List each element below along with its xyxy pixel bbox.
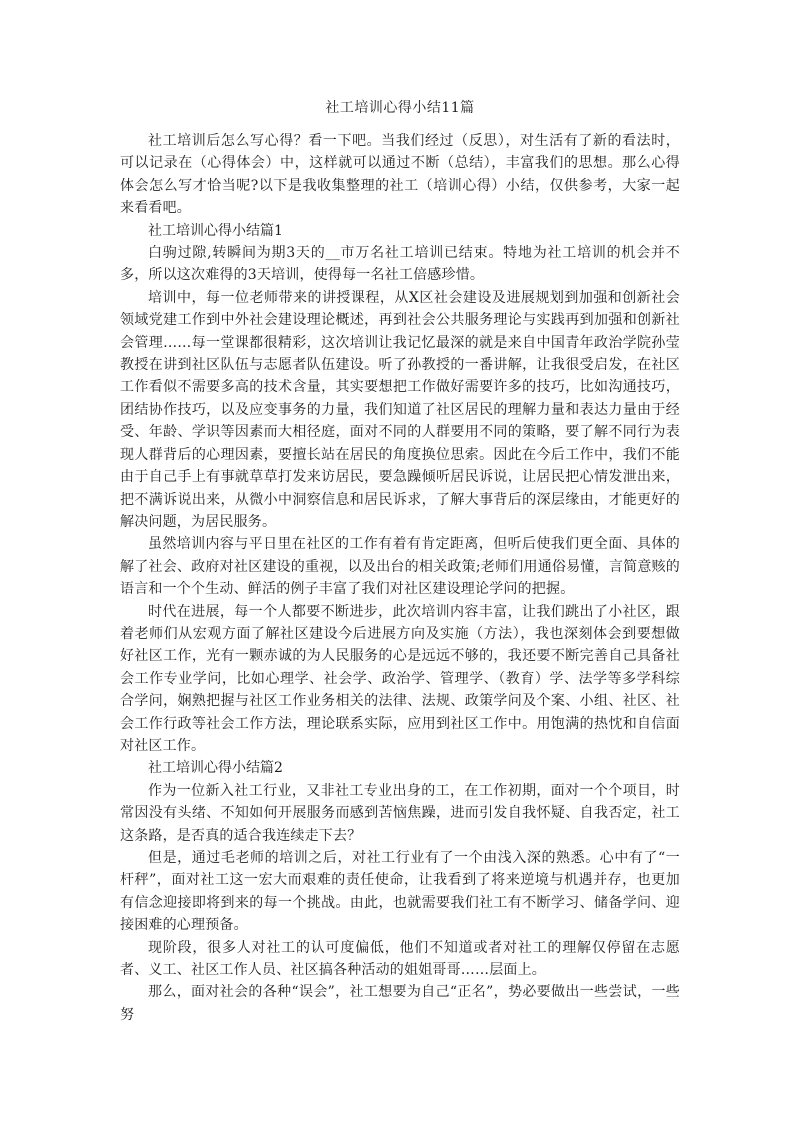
paragraph: 作为一位新入社工行业，又非社工专业出身的工，在工作初期，面对一个个项目，时常因没有头绪、不知如何开展服务而感到苦恼焦躁，进而引发自我怀疑、自我否定，社工这条路，是否真的适合我连续走下去？ xyxy=(120,782,680,844)
paragraph: 社工培训后怎么写心得？看一下吧。当我们经过（反思），对生活有了新的看法时，可以记录在（心得体会）中，这样就可以通过不断（总结），丰富我们的思想。那么心得体会怎么写才恰当呢?以下是我收集整理的社工（培训心得）小结，仅供参考，大家一起来看看吧。 xyxy=(120,133,680,217)
paragraph: 但是，通过毛老师的培训之后，对社工行业有了一个由浅入深的熟悉。心中有了“一杆秤”，面对社工这一宏大而艰难的责任使命，让我看到了将来逆境与机遇并存，也更加有信念迎接即将到来的每一个挑战。由此，也就需要我们社工有不断学习、储备学问、迎接困难的心理预备。 xyxy=(120,850,680,934)
section-heading: 社工培训心得小结篇1 xyxy=(148,222,283,239)
paragraph: 那么，面对社会的各种“误会”，社工想要为自己“正名”，势必要做出一些尝试，一些努 xyxy=(120,984,680,1023)
document-page xyxy=(120,98,680,1026)
paragraph: 现阶段，很多人对社工的认可度偏低，他们不知道或者对社工的理解仅停留在志愿者、义工、社区工作人员、社区搞各种活动的姐姐哥哥……层面上。 xyxy=(120,939,680,979)
paragraph: 白驹过隙,转瞬间为期3天的__市万名社工培训已结束。特地为社工培训的机会并不多，所以这次难得的3天培训，使得每一名社工倍感珍惜。 xyxy=(120,245,680,284)
paragraph: 虽然培训内容与平日里在社区的工作有着有肯定距离，但听后使我们更全面、具体的解了社会、政府对社区建设的重视，以及出台的相关政策;老师们用通俗易懂，言简意赅的语言和一个个生动、鲜活的例子丰富了我们对社区建设理论学问的把握。 xyxy=(120,536,680,598)
paragraph: 培训中，每一位老师带来的讲授课程，从X区社会建设及进展规划到加强和创新社会领域党建工作到中外社会建设理论概述，再到社会公共服务理论与实践再到加强和创新社会管理……每一堂课都很精彩，这次培训让我记忆最深的就是来自中国青年政治学院孙莹教授在讲到社区队伍与志愿者队伍建设。听了孙教授的一番讲解，让我很受启发，在社区工作看似不需要多高的技术含量，其实要想把工作做好需要许多的技巧，比如沟通技巧，团结协作技巧，以及应变事务的力量，我们知道了社区居民的理解力量和表达力量由于经受、年龄、学识等因素而大相径庭，面对不同的人群要用不同的策略，要了解不同行为表现人群背后的心理因素，要擅长站在居民的角度换位思索。因此在今后工作中，我们不能由于自己手上有事就草草打发来访居民，要急躁倾听居民诉说，让居民把心情发泄出来，把不满诉说出来，从微小中洞察信息和居民诉求，了解大事背后的深层缘由，才能更好的解决问题，为居民服务。 xyxy=(120,289,680,530)
document-body xyxy=(120,130,680,1026)
section-heading: 社工培训心得小结篇2 xyxy=(148,760,283,777)
paragraph: 时代在进展，每一个人都要不断进步，此次培训内容丰富，让我们跳出了小社区，跟着老师们从宏观方面了解社区建设今后进展方向及实施（方法），我也深刻体会到要想做好社区工作，光有一颗赤诚的为人民服务的心是远远不够的，我还要不断完善自己具备社会工作专业学问，比如心理学、社会学、政治学、管理学、（教育）学、法学等多学科综合学问，娴熟把握与社区工作业务相关的法律、法规、政策学问及个案、小组、社区、社会工作行政等社会工作方法，理论联系实际，应用到社区工作中。用饱满的热忱和自信面对社区工作。 xyxy=(120,603,680,754)
document-title: 社工培训心得小结11篇 xyxy=(325,100,475,116)
